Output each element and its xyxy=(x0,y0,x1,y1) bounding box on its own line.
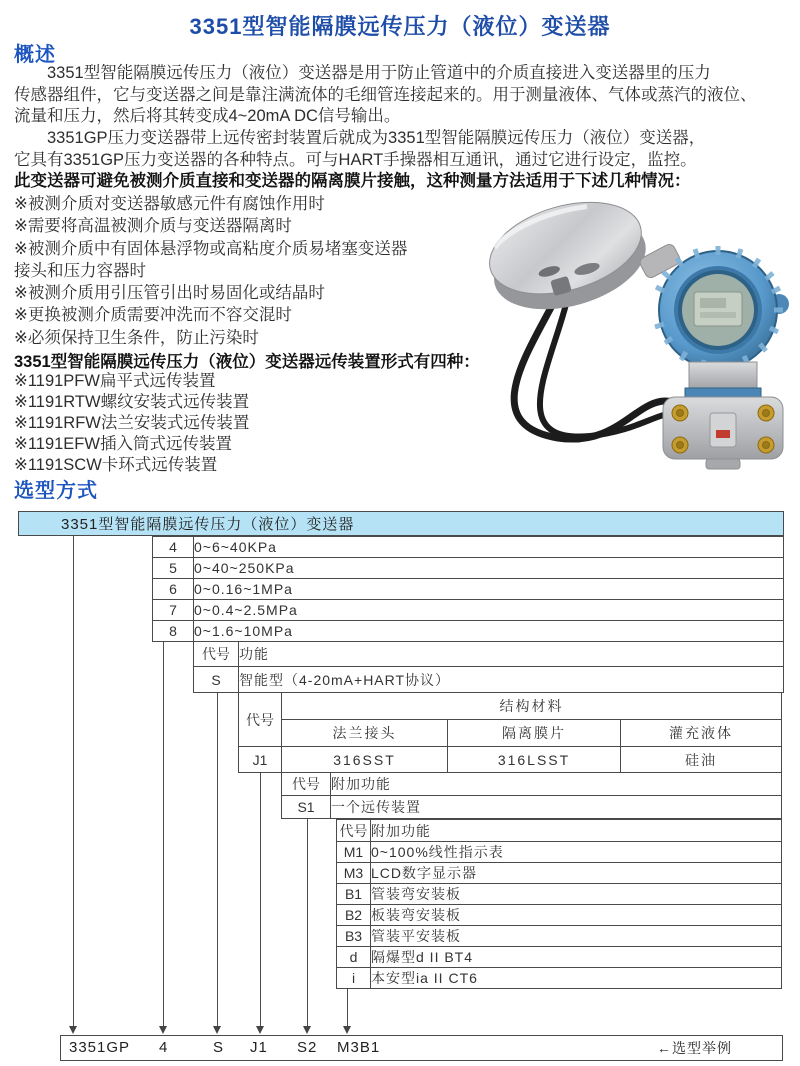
addon-code: B2 xyxy=(337,905,371,926)
material-flange: 316SST xyxy=(282,747,448,773)
column-header: 代号 xyxy=(239,693,282,747)
addon-value: 板装弯安装板 xyxy=(371,905,782,926)
example-code: 4 xyxy=(159,1039,169,1056)
list-item: ※更换被测介质需要冲洗而不容交混时 xyxy=(14,306,292,325)
arrow-down-icon xyxy=(159,1026,167,1034)
material-table xyxy=(238,692,782,773)
list-item: ※必须保持卫生条件，防止污染时 xyxy=(14,328,259,347)
table-row xyxy=(153,600,784,621)
range-value: 0~40~250KPa xyxy=(194,558,784,579)
connector-line xyxy=(73,536,74,1026)
flange-disc-icon xyxy=(479,186,657,325)
function-value: 智能型（4-20mA+HART协议） xyxy=(239,667,784,693)
addon2-table xyxy=(336,819,782,989)
range-value: 0~6~40KPa xyxy=(194,537,784,558)
material-diaphragm: 316LSST xyxy=(448,747,621,773)
table-row xyxy=(337,842,782,863)
selection-heading: 选型方式 xyxy=(14,480,98,502)
table-row xyxy=(337,968,782,989)
list-item: ※被测介质用引压管引出时易固化或结晶时 xyxy=(14,284,325,303)
arrow-down-icon xyxy=(69,1026,77,1034)
column-header: 功能 xyxy=(239,642,784,667)
list-item: 接头和压力容器时 xyxy=(14,261,146,280)
connector-line xyxy=(307,819,308,1026)
arrow-down-icon xyxy=(343,1026,351,1034)
table-row xyxy=(239,693,782,720)
range-code: 4 xyxy=(153,537,194,558)
lcd-display-icon xyxy=(682,274,754,346)
overview-heading: 概述 xyxy=(14,44,56,66)
transmitter-body-icon xyxy=(663,362,783,469)
overview-paragraph-1 xyxy=(14,63,757,128)
example-code: S2 xyxy=(297,1039,318,1056)
range-value: 0~0.4~2.5MPa xyxy=(194,600,784,621)
table-row xyxy=(337,820,782,842)
column-header: 附加功能 xyxy=(371,820,782,842)
table-row xyxy=(239,720,782,747)
range-code: 7 xyxy=(153,600,194,621)
addon-code: d xyxy=(337,947,371,968)
table-row xyxy=(282,773,782,796)
addon1-table xyxy=(281,772,782,819)
example-code-box xyxy=(60,1035,783,1061)
table-row xyxy=(337,884,782,905)
table-row xyxy=(153,558,784,579)
addon-value: 管装弯安装板 xyxy=(371,884,782,905)
arrow-down-icon xyxy=(213,1026,221,1034)
table-row xyxy=(194,667,784,693)
types-list xyxy=(14,371,249,476)
range-code: 5 xyxy=(153,558,194,579)
addon-value: 隔爆型d II BT4 xyxy=(371,947,782,968)
transmitter-head-icon xyxy=(638,242,789,371)
list-item: ※1191SCW卡环式远传装置 xyxy=(14,456,218,474)
types-bold-line: 3351型智能隔膜远传压力（液位）变送器远传装置形式有四种： xyxy=(14,353,480,371)
addon-code: M1 xyxy=(337,842,371,863)
column-header: 代号 xyxy=(282,773,331,796)
addon-code: M3 xyxy=(337,863,371,884)
table-row xyxy=(153,579,784,600)
example-code: M3B1 xyxy=(337,1039,381,1056)
paragraph-line: 3351GP压力变送器带上远传密封装置后就成为3351型智能隔膜远传压力（液位）变送器， xyxy=(14,129,706,147)
list-item: ※1191RFW法兰安装式远传装置 xyxy=(14,414,250,432)
function-code: S xyxy=(194,667,239,693)
selection-header-bar: 3351型智能隔膜远传压力（液位）变送器 xyxy=(18,511,784,536)
connector-line xyxy=(260,772,261,1026)
connector-line xyxy=(163,641,164,1026)
column-header: 隔离膜片 xyxy=(448,720,621,747)
table-row xyxy=(337,926,782,947)
example-code: 3351GP xyxy=(69,1039,131,1056)
column-header: 附加功能 xyxy=(331,773,782,796)
product-photo xyxy=(448,186,796,471)
table-row xyxy=(337,863,782,884)
addon-value: 0~100%线性指示表 xyxy=(371,842,782,863)
material-code: J1 xyxy=(239,747,282,773)
addon-code: S1 xyxy=(282,796,331,819)
arrow-down-icon xyxy=(303,1026,311,1034)
list-item: ※1191EFW插入筒式远传装置 xyxy=(14,435,232,453)
addon-value: 一个远传装置 xyxy=(331,796,782,819)
addon-value: 管装平安装板 xyxy=(371,926,782,947)
table-row xyxy=(337,905,782,926)
connector-line xyxy=(217,692,218,1026)
paragraph-line: 它具有3351GP压力变送器的各种特点。可与HART手操器相互通讯，通过它进行设定，监控。 xyxy=(14,150,697,169)
table-row xyxy=(153,621,784,642)
paragraph-line: 3351型智能隔膜远传压力（液位）变送器是用于防止管道中的介质直接进入变送器里的压力 xyxy=(14,64,711,82)
table-row xyxy=(239,747,782,773)
example-note: ←选型举例 xyxy=(657,1040,732,1056)
column-header: 代号 xyxy=(194,642,239,667)
list-item: ※需要将高温被测介质与变送器隔离时 xyxy=(14,217,292,236)
list-item: ※1191PFW扁平式远传装置 xyxy=(14,372,216,390)
table-row xyxy=(282,796,782,819)
addon-value: LCD数字显示器 xyxy=(371,863,782,884)
range-code: 6 xyxy=(153,579,194,600)
material-fill: 硅油 xyxy=(621,747,782,773)
list-item: ※被测介质中有固体悬浮物或高粘度介质易堵塞变送器 xyxy=(14,239,408,258)
red-label xyxy=(716,430,730,438)
arrow-down-icon xyxy=(256,1026,264,1034)
example-code: S xyxy=(213,1039,225,1056)
material-title: 结构材料 xyxy=(282,693,782,720)
table-row xyxy=(337,947,782,968)
addon-code: i xyxy=(337,968,371,989)
list-item: ※1191RTW螺纹安装式远传装置 xyxy=(14,393,250,411)
column-header: 法兰接头 xyxy=(282,720,448,747)
range-table xyxy=(152,536,784,642)
range-code: 8 xyxy=(153,621,194,642)
intro-bold-line: 此变送器可避免被测介质直接和变送器的隔离膜片接触，这种测量方法适用于下述几种情况： xyxy=(14,172,691,190)
bullet-list xyxy=(14,193,407,349)
range-value: 0~0.16~1MPa xyxy=(194,579,784,600)
table-row xyxy=(194,642,784,667)
example-code: J1 xyxy=(250,1039,268,1056)
paragraph-line: 传感器组件，它与变送器之间是靠注满流体的毛细管连接起来的。用于测量液体、气体或蒸汽的液位、 xyxy=(14,85,757,104)
page-title: 3351型智能隔膜远传压力（液位）变送器 xyxy=(189,14,611,39)
column-header: 灌充液体 xyxy=(621,720,782,747)
addon-code: B1 xyxy=(337,884,371,905)
paragraph-line: 流量和压力，然后将其转变成4~20mA DC信号输出。 xyxy=(14,107,401,125)
column-header: 代号 xyxy=(337,820,371,842)
overview-paragraph-2 xyxy=(14,128,705,171)
function-table xyxy=(193,641,784,693)
list-item: ※被测介质对变送器敏感元件有腐蚀作用时 xyxy=(14,195,325,213)
addon-value: 本安型ia II CT6 xyxy=(371,968,782,989)
range-value: 0~1.6~10MPa xyxy=(194,621,784,642)
table-row xyxy=(153,537,784,558)
addon-code: B3 xyxy=(337,926,371,947)
